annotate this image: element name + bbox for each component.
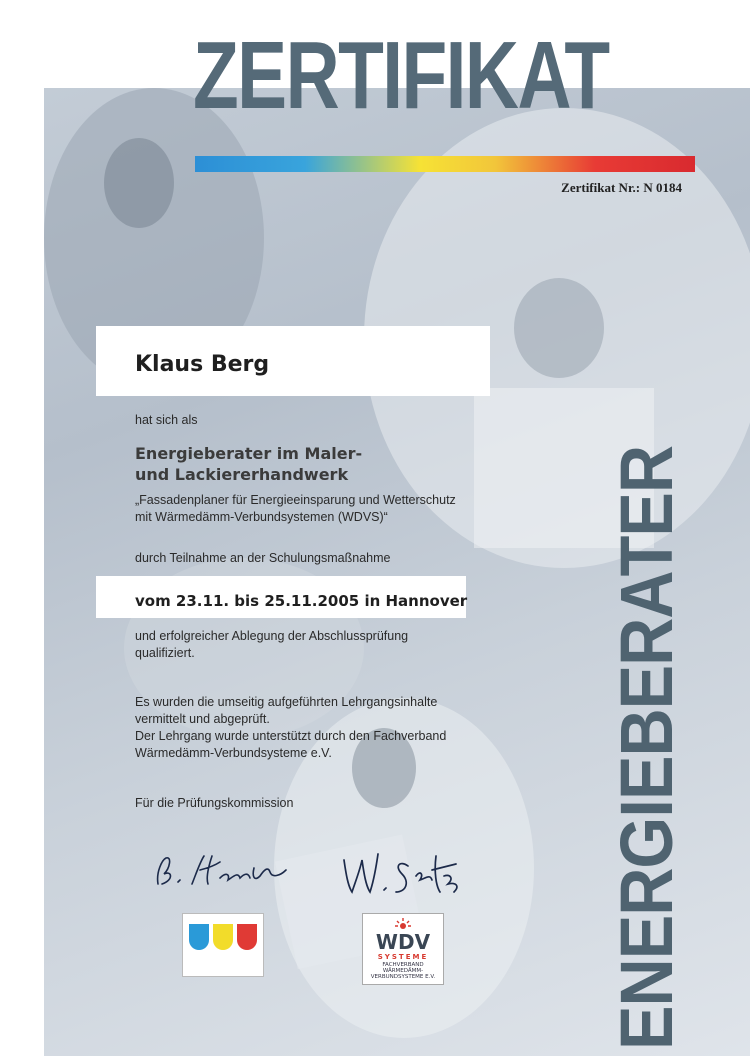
qualification-line-2: und Lackiererhandwerk	[135, 465, 349, 484]
wdv-org-2: WÄRMEDÄMM-	[382, 968, 424, 974]
participation-text: durch Teilnahme an der Schulungsmaßnahme	[135, 551, 391, 565]
guild-shields-icon	[183, 914, 263, 976]
subtitle-text	[135, 492, 456, 526]
subtitle-line-1: „Fassadenplaner für Energieeinsparung und Wetterschutz	[135, 493, 456, 507]
wdv-name: WDV	[375, 930, 431, 954]
exam-line-2: qualifiziert.	[135, 646, 195, 660]
wdv-org-3: VERBUNDSYSTEME E.V.	[370, 974, 436, 980]
signature-right	[336, 846, 476, 902]
notes-line-3: Der Lehrgang wurde unterstützt durch den Fachverband	[135, 729, 447, 743]
rainbow-bar	[195, 156, 695, 172]
vertical-title: ENERGIEBERATER	[605, 445, 688, 1050]
certificate-title: ZERTIFIKAT	[193, 22, 609, 129]
notes-line-4: Wärmedämm-Verbundsysteme e.V.	[135, 746, 332, 760]
signature-left	[150, 846, 300, 894]
notes-line-2: vermittelt und abgeprüft.	[135, 712, 270, 726]
wdv-org-1: FACHVERBAND	[382, 962, 424, 968]
subtitle-line-2: mit Wärmedämm-Verbundsystemen (WDVS)“	[135, 510, 388, 524]
qualification-line-1: Energieberater im Maler-	[135, 444, 363, 463]
exam-text	[135, 628, 408, 662]
date-location: vom 23.11. bis 25.11.2005 in Hannover	[135, 592, 468, 610]
notes-line-1: Es wurden die umseitig aufgeführten Lehrgangsinhalte	[135, 695, 438, 709]
wdv-logo	[362, 913, 444, 985]
qualification-heading	[135, 443, 362, 485]
certificate-number: Zertifikat Nr.: N 0184	[561, 180, 682, 195]
recipient-name: Klaus Berg	[135, 352, 270, 377]
commission-text: Für die Prüfungskommission	[135, 796, 294, 810]
notes-text	[135, 694, 446, 762]
exam-line-1: und erfolgreicher Ablegung der Abschlussprüfung	[135, 629, 409, 643]
guild-logo	[182, 913, 264, 977]
intro-text: hat sich als	[135, 413, 198, 427]
wdv-sub: SYSTEME	[377, 953, 429, 961]
